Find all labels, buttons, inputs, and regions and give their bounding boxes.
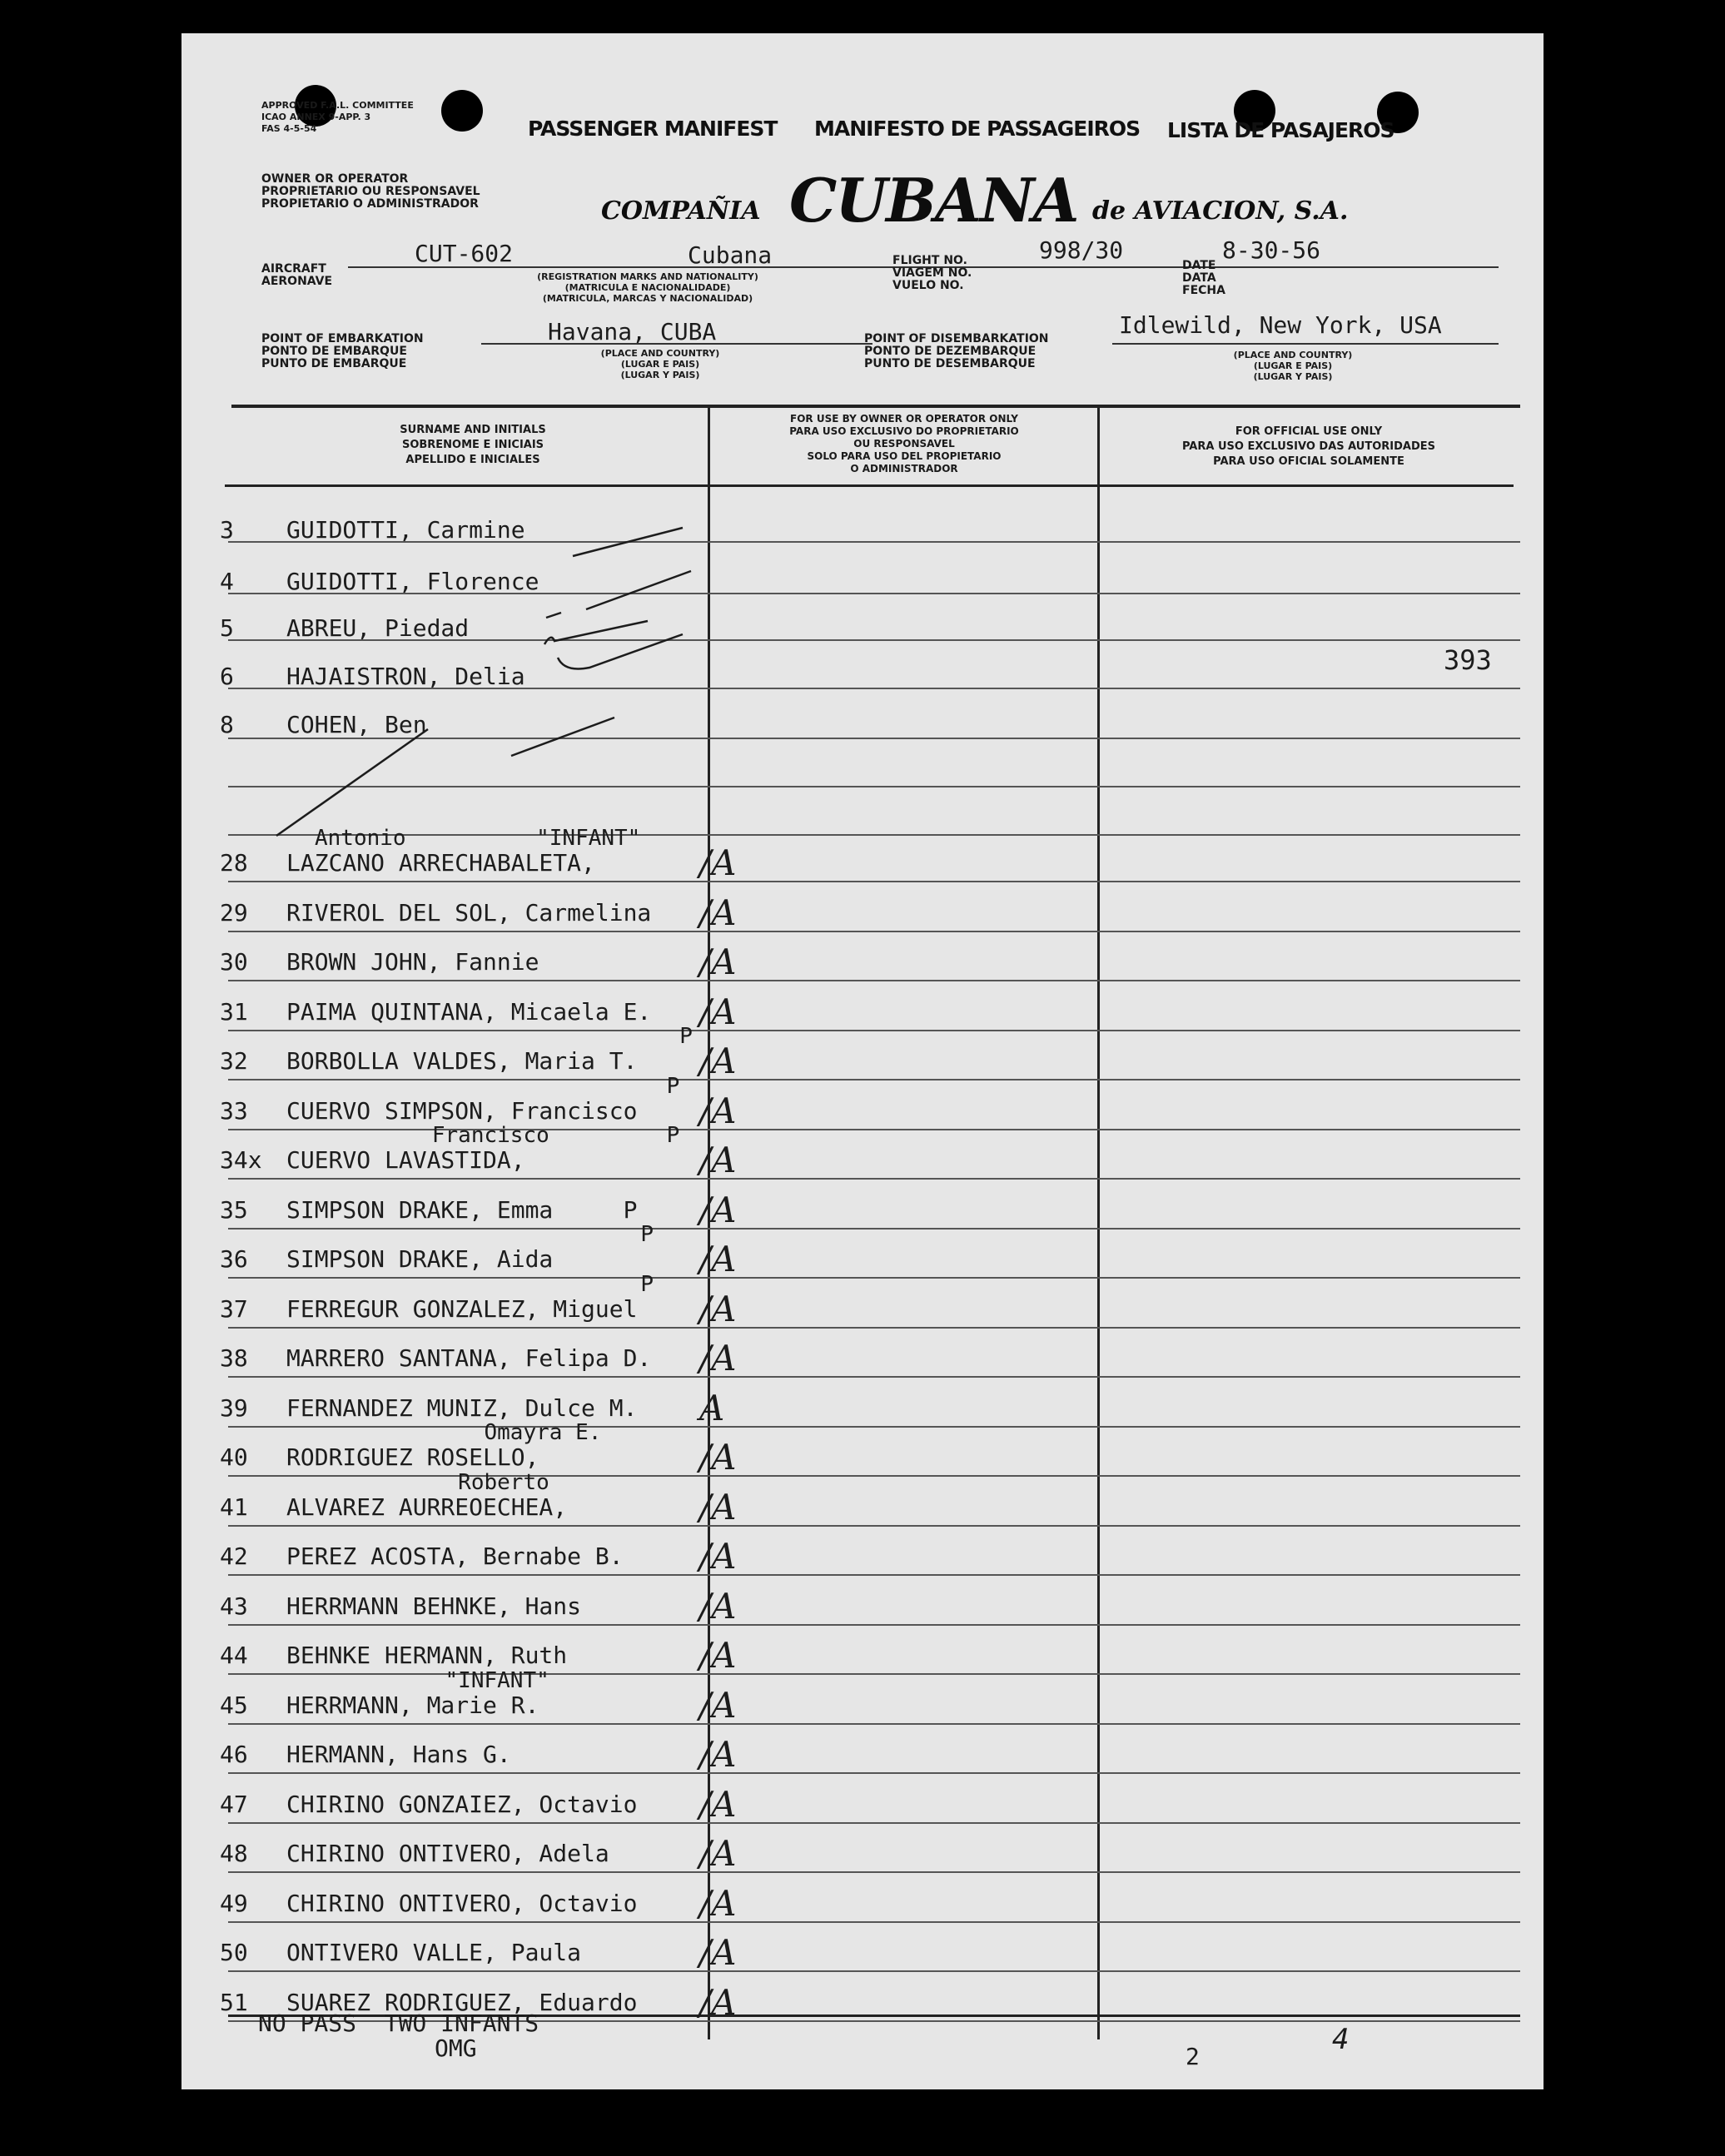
column-header-operator-5: O ADMINISTRADOR	[850, 463, 958, 474]
title-portuguese: MANIFESTO DE PASSAGEIROS	[814, 117, 1141, 141]
passenger-name: FERNANDEZ MUNIZ, Dulce M.	[286, 1393, 638, 1422]
handwritten-mark: /A	[699, 1585, 737, 1627]
column-header-operator-1: FOR USE BY OWNER OR OPERATOR ONLY	[790, 413, 1018, 425]
handwritten-mark: /A	[699, 1239, 737, 1279]
passenger-number: 32	[220, 1047, 248, 1075]
column-header-name-en: SURNAME AND INITIALS	[400, 424, 546, 436]
aircraft-caption-2: (MATRICULA E NACIONALIDADE)	[564, 282, 731, 293]
form-approval-line: FAS 4-5-54	[261, 123, 317, 134]
embarkation-caption-3: (LUGAR Y PAIS)	[620, 370, 700, 380]
handwritten-mark: /A	[699, 1981, 737, 2023]
disembarkation-caption-3: (LUGAR Y PAIS)	[1253, 371, 1333, 382]
date-label-2: DATA	[1182, 271, 1216, 285]
passenger-number: 40	[220, 1443, 248, 1471]
passenger-row	[181, 887, 1544, 937]
passenger-name: LAZCANO ARRECHABALETA,	[286, 849, 595, 877]
handwritten-page-number: 4	[1332, 2023, 1350, 2056]
embarkation-caption-2: (LUGAR E PAIS)	[620, 359, 700, 370]
embarkation-label-3: PUNTO DE EMBARQUE	[261, 357, 407, 370]
handwritten-mark: /A	[699, 1536, 737, 1577]
disembarkation-label-2: PONTO DE DEZEMBARQUE	[864, 345, 1036, 358]
footer-note: NO PASS TWO INFANTS	[258, 2009, 539, 2037]
disembarkation-caption-1: (PLACE AND COUNTRY)	[1233, 350, 1353, 360]
passenger-row	[181, 1581, 1544, 1631]
passenger-number: 3	[220, 516, 234, 544]
handwritten-mark: /A	[699, 892, 737, 933]
form-approval-line: APPROVED F.A.L. COMMITTEE	[261, 100, 414, 111]
owner-label-es: PROPIETARIO O ADMINISTRADOR	[261, 197, 479, 211]
passenger-name: PEREZ ACOSTA, Bernabe B.	[286, 1542, 624, 1570]
passenger-name: GUIDOTTI, Carmine	[286, 516, 525, 544]
handwritten-mark: /A	[699, 1437, 737, 1478]
embarkation-label-2: PONTO DE EMBARQUE	[261, 345, 407, 358]
passenger-number: 34x	[220, 1146, 262, 1174]
logo-suffix: de AVIACION, S.A.	[1092, 196, 1349, 226]
passenger-name: HERMANN, Hans G.	[286, 1741, 511, 1768]
passenger-number: 41	[220, 1493, 248, 1521]
passenger-row	[181, 936, 1544, 986]
embarkation-caption-1: (PLACE AND COUNTRY)	[600, 348, 720, 359]
passenger-name: SIMPSON DRAKE, Emma P	[286, 1195, 638, 1224]
passenger-number: 31	[220, 997, 248, 1026]
passenger-name: CHIRINO ONTIVERO, Octavio	[286, 1889, 638, 1917]
handwritten-mark: /A	[699, 1041, 737, 1081]
passenger-row	[181, 1333, 1544, 1383]
passenger-name: COHEN, Ben	[286, 711, 427, 738]
handwritten-mark: /A	[699, 1288, 737, 1329]
passenger-name: ONTIVERO VALLE, Paula	[286, 1939, 582, 1966]
handwritten-mark: /A	[699, 842, 737, 883]
passenger-row	[181, 1123, 1544, 1185]
passenger-number: 38	[220, 1344, 248, 1372]
logo-main: CUBANA	[789, 165, 1078, 236]
passenger-name: CHIRINO GONZAIEZ, Octavio	[286, 1790, 638, 1818]
passenger-name: CUERVO SIMPSON, Francisco	[286, 1096, 638, 1125]
flight-label-2: VIAGEM NO.	[892, 266, 972, 280]
passenger-number: 50	[220, 1939, 248, 1966]
disembarkation-label-3: PUNTO DE DESEMBARQUE	[864, 357, 1036, 370]
passenger-row	[181, 1878, 1544, 1928]
handwritten-mark: /A	[699, 941, 737, 982]
handwritten-mark: /A	[699, 1932, 737, 1973]
aircraft-registration: CUT-602	[415, 240, 514, 267]
owner-label-pt: PROPRIETARIO OU RESPONSAVEL	[261, 185, 480, 198]
passenger-name: ALVAREZ AURREOECHEA,	[286, 1493, 568, 1521]
disembarkation-label-1: POINT OF DISEMBARKATION	[864, 332, 1049, 345]
passenger-number: 43	[220, 1592, 248, 1620]
passenger-annotation: Roberto	[315, 1469, 549, 1495]
passenger-name: SIMPSON DRAKE, Aida	[286, 1245, 554, 1273]
passenger-number: 45	[220, 1691, 248, 1719]
passenger-name: RIVEROL DEL SOL, Carmelina	[286, 898, 652, 926]
passenger-name: SUAREZ RODRIGUEZ, Eduardo	[286, 1988, 638, 2016]
handwritten-mark: /A	[699, 1882, 737, 1924]
title-spanish: LISTA DE PASAJEROS	[1167, 118, 1394, 142]
owner-label-en: OWNER OR OPERATOR	[261, 172, 409, 186]
passenger-row	[181, 1779, 1544, 1829]
handwritten-mark: /A	[699, 991, 737, 1032]
disembarkation-value: Idlewild, New York, USA	[1119, 311, 1442, 339]
column-header-name-pt: SOBRENOME E INICIAIS	[401, 439, 544, 451]
passenger-row	[181, 1469, 1544, 1532]
passenger-name: BORBOLLA VALDES, Maria T.	[286, 1047, 638, 1075]
handwritten-mark: /A	[699, 1684, 737, 1726]
passenger-row	[181, 1271, 1544, 1334]
flight-label-3: VUELO NO.	[892, 279, 964, 292]
passenger-name: CUERVO LAVASTIDA,	[286, 1146, 525, 1174]
passenger-annotation: P	[315, 1024, 693, 1049]
handwritten-mark: /A	[699, 1338, 737, 1379]
passenger-row	[181, 1531, 1544, 1581]
column-header-official-3: PARA USO OFICIAL SOLAMENTE	[1213, 455, 1404, 468]
title-english: PASSENGER MANIFEST	[528, 117, 778, 141]
passenger-annotation: Omayra E.	[315, 1420, 602, 1445]
column-header-operator-3: OU RESPONSAVEL	[853, 438, 955, 450]
embarkation-value: Havana, CUBA	[548, 318, 717, 345]
passenger-number: 48	[220, 1840, 248, 1867]
passenger-number: 30	[220, 948, 248, 976]
aircraft-nationality: Cubana	[688, 241, 773, 269]
passenger-number: 33	[220, 1096, 248, 1125]
column-header-operator-4: SOLO PARA USO DEL PROPIETARIO	[807, 450, 1002, 462]
passenger-number: 37	[220, 1294, 248, 1323]
passenger-number: 44	[220, 1642, 248, 1669]
aircraft-label-en: AIRCRAFT	[261, 262, 326, 276]
handwritten-mark: /A	[699, 1783, 737, 1825]
passenger-name: FERREGUR GONZALEZ, Miguel	[286, 1294, 638, 1323]
disembarkation-caption-2: (LUGAR E PAIS)	[1253, 360, 1333, 371]
passenger-number: 39	[220, 1393, 248, 1422]
footer-initials: OMG	[435, 2034, 477, 2062]
passenger-number: 8	[220, 711, 234, 738]
official-note: 393	[1444, 644, 1492, 676]
passenger-number: 6	[220, 663, 234, 690]
handwritten-mark: /A	[699, 1833, 737, 1874]
passenger-number: 5	[220, 614, 234, 642]
passenger-name: MARRERO SANTANA, Felipa D.	[286, 1344, 652, 1372]
passenger-annotation: P	[315, 1222, 654, 1247]
passenger-annotation: "INFANT"	[315, 1667, 549, 1693]
passenger-row	[181, 1729, 1544, 1779]
flight-label-1: FLIGHT NO.	[892, 254, 967, 267]
passenger-name: HERRMANN BEHNKE, Hans	[286, 1592, 582, 1620]
handwritten-mark: /A	[699, 1140, 737, 1180]
passenger-row	[181, 1927, 1544, 1977]
date-value: 8-30-56	[1222, 236, 1321, 264]
passenger-annotation: P	[315, 1271, 654, 1297]
passenger-name: HAJAISTRON, Delia	[286, 663, 525, 690]
date-label-1: DATE	[1182, 259, 1216, 272]
column-header-official-1: FOR OFFICIAL USE ONLY	[1235, 425, 1383, 438]
logo-prefix: COMPAÑIA	[601, 196, 761, 226]
passenger-number: 36	[220, 1245, 248, 1273]
form-approval-line: ICAO ANNEX 9-APP. 3	[261, 112, 371, 122]
handwritten-mark: /A	[699, 1090, 737, 1131]
passenger-number: 35	[220, 1195, 248, 1224]
passenger-number: 4	[220, 568, 234, 595]
passenger-name: PAIMA QUINTANA, Micaela E.	[286, 997, 652, 1026]
passenger-name: GUIDOTTI, Florence	[286, 568, 539, 595]
column-header-official-2: PARA USO EXCLUSIVO DAS AUTORIDADES	[1181, 440, 1436, 453]
passenger-number: 47	[220, 1790, 248, 1818]
passenger-name: BROWN JOHN, Fannie	[286, 948, 539, 976]
handwritten-mark: /A	[699, 1635, 737, 1676]
passenger-number: 46	[220, 1741, 248, 1768]
handwritten-mark: /A	[699, 1734, 737, 1775]
column-header-operator-2: PARA USO EXCLUSIVO DO PROPRIETARIO	[789, 425, 1019, 437]
passenger-number: 29	[220, 898, 248, 926]
aircraft-caption-3: (MATRICULA, MARCAS Y NACIONALIDAD)	[542, 293, 753, 304]
passenger-name: RODRIGUEZ ROSELLO,	[286, 1443, 539, 1471]
passenger-name: ABREU, Piedad	[286, 614, 470, 642]
flight-number: 998/30	[1039, 236, 1124, 264]
passenger-row	[181, 1667, 1544, 1730]
passenger-name: HERRMANN, Marie R.	[286, 1691, 539, 1719]
passenger-name: CHIRINO ONTIVERO, Adela	[286, 1840, 609, 1867]
column-header-name-es: APELLIDO E INICIALES	[405, 454, 540, 466]
page-number: 2	[1186, 2043, 1200, 2070]
passenger-number: 49	[220, 1889, 248, 1917]
embarkation-label-1: POINT OF EMBARKATION	[261, 332, 424, 345]
passenger-row	[181, 826, 1544, 887]
aircraft-label-es: AERONAVE	[261, 275, 333, 288]
passenger-number: 42	[220, 1542, 248, 1570]
passenger-annotation: Francisco P	[315, 1123, 680, 1148]
handwritten-checkmarks	[181, 33, 1544, 949]
passenger-number: 28	[220, 849, 248, 877]
handwritten-mark: A	[699, 1387, 725, 1428]
date-label-3: FECHA	[1182, 284, 1225, 297]
passenger-name: BEHNKE HERMANN, Ruth	[286, 1642, 568, 1669]
handwritten-mark: /A	[699, 1486, 737, 1528]
passenger-number: 51	[220, 1988, 248, 2016]
passenger-annotation: Antonio "INFANT"	[315, 826, 641, 851]
passenger-row	[181, 1828, 1544, 1878]
aircraft-caption-1: (REGISTRATION MARKS AND NATIONALITY)	[537, 271, 758, 282]
passenger-annotation: P	[315, 1073, 680, 1099]
handwritten-mark: /A	[699, 1189, 737, 1230]
manifest-page	[181, 33, 1544, 2089]
